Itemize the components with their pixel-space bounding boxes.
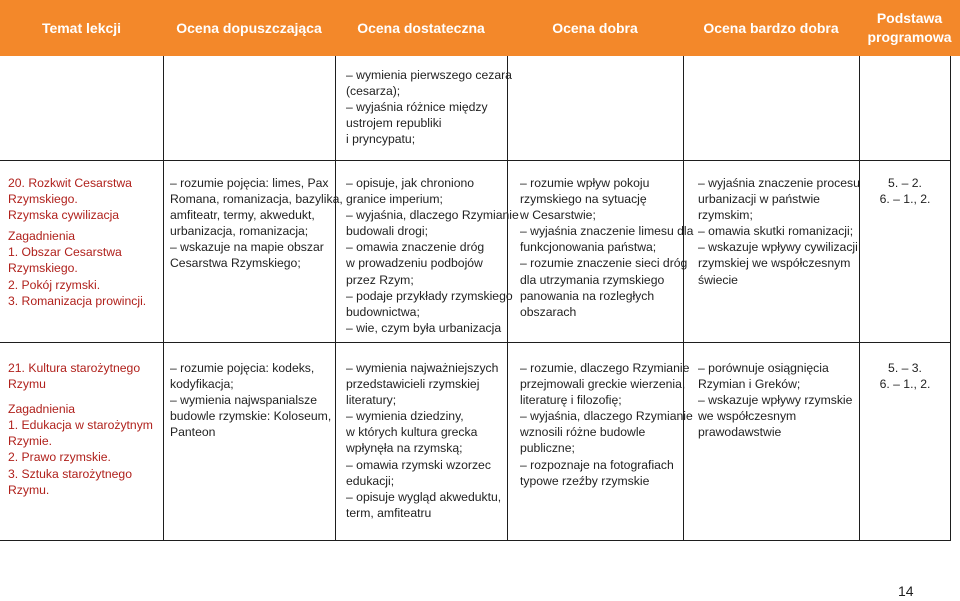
text-line: budownictwa;: [346, 304, 420, 319]
grid-line: [0, 160, 951, 161]
grade-very-good-cell: [698, 360, 852, 440]
text-line: Cesarstwa Rzymskiego;: [170, 256, 301, 271]
text-line: – omawia skutki romanizacji;: [698, 224, 854, 239]
text-line: w prowadzeniu podbojów: [346, 256, 483, 271]
text-line: (cesarza);: [346, 84, 401, 99]
text-line: 5. – 2.: [888, 176, 922, 190]
grade-good-cell: [520, 360, 693, 489]
text-line: wznosili różne budowle: [520, 425, 646, 440]
text-line: – porównuje osiągnięcia: [698, 361, 829, 375]
text-line: granice imperium;: [346, 192, 443, 207]
lesson-title: Rzymu: [8, 377, 46, 392]
text-line: rzymskim;: [698, 208, 753, 223]
lesson-title: 21. Kultura starożytnego: [8, 361, 141, 375]
text-line: Rzymian i Greków;: [698, 377, 801, 392]
text-line: – rozpoznaje na fotografiach: [520, 457, 674, 472]
header-grade-satisfactory: Ocena dostateczna: [357, 19, 485, 36]
text-line: – rozumie pojęcia: limes, Pax: [170, 176, 329, 190]
text-line: 6. – 1., 2.: [879, 377, 931, 392]
text-line: – opisuje wygląd akweduktu,: [346, 489, 502, 504]
continued-content: [346, 67, 512, 147]
text-line: urbanizacja, romanizacja;: [170, 224, 309, 239]
issue-item: 3. Sztuka starożytnego: [8, 466, 132, 481]
issue-item: 2. Pokój rzymski.: [8, 277, 101, 292]
text-line: prawodawstwie: [698, 425, 782, 440]
text-line: – wymienia dziedziny,: [346, 409, 464, 424]
text-line: obszarach: [520, 304, 577, 319]
text-line: – wyjaśnia, dlaczego Rzymianie: [346, 208, 519, 223]
text-line: – wie, czym była urbanizacja: [346, 320, 502, 335]
text-line: – rozumie wpływ pokoju: [520, 176, 650, 190]
grid-line: [859, 56, 860, 541]
header-grade-good: Ocena dobra: [552, 19, 638, 36]
header-grade-sufficient-minimum: Ocena dopuszczająca: [176, 19, 322, 36]
text-line: wpłynęła na rzymską;: [346, 441, 463, 456]
text-line: urbanizacji w państwie: [698, 192, 820, 207]
issue-item: 1. Edukacja w starożytnym: [8, 418, 153, 433]
grid-line: [335, 56, 336, 541]
text-line: – wyjaśnia różnice między: [346, 100, 488, 115]
text-line: funkcjonowania państwa;: [520, 240, 657, 255]
text-line: we współczesnym: [698, 409, 797, 424]
lesson-topic: [8, 175, 146, 309]
header-curriculum: Podstawa programowa: [867, 10, 952, 45]
lesson-title: Rzymskiego.: [8, 192, 78, 207]
text-line: edukacji;: [346, 473, 395, 488]
header-topic: Temat lekcji: [41, 19, 122, 36]
text-line: – wskazuje wpływy rzymskie: [698, 393, 853, 408]
text-line: rzymskiego na sytuację: [520, 192, 647, 207]
text-line: przez Rzym;: [346, 272, 414, 287]
issue-item: 1. Obszar Cesarstwa: [8, 245, 122, 260]
text-line: i pryncypatu;: [346, 132, 416, 147]
issues-heading: Zagadnienia: [8, 229, 76, 244]
text-line: – omawia rzymski wzorzec: [346, 457, 491, 472]
curriculum-cell: [860, 360, 950, 392]
lesson-topic: [8, 360, 153, 498]
text-line: – wyjaśnia, dlaczego Rzymianie: [520, 409, 693, 424]
grid-line: [163, 56, 164, 541]
text-line: przedstawicieli rzymskiej: [346, 377, 480, 392]
grade-sufficient-minimum-cell: [170, 175, 343, 272]
text-line: – podaje przykłady rzymskiego: [346, 288, 513, 303]
grade-satisfactory-cell: [346, 175, 519, 336]
grade-satisfactory-cell: [346, 360, 501, 521]
text-line: przejmowali greckie wierzenia,: [520, 377, 686, 392]
issue-item: 2. Prawo rzymskie.: [8, 450, 111, 465]
text-line: budowali drogi;: [346, 224, 428, 239]
text-line: – wyjaśnia znaczenie procesu: [698, 176, 860, 190]
text-line: budowle rzymskie: Koloseum,: [170, 409, 332, 424]
text-line: – wskazuje wpływy cywilizacji: [698, 240, 858, 255]
header-grade-very-good: Ocena bardzo dobra: [703, 19, 839, 36]
text-line: Panteon: [170, 425, 216, 440]
text-line: Romana, romanizacja, bazylika,: [170, 192, 343, 207]
lesson-title: Rzymska cywilizacja: [8, 208, 120, 223]
text-line: świecie: [698, 272, 738, 287]
text-line: w których kultura grecka: [346, 425, 478, 440]
text-line: literaturę i filozofię;: [520, 393, 622, 408]
page-number: 14: [898, 583, 914, 599]
text-line: 5. – 3.: [888, 361, 922, 375]
text-line: typowe rzeźby rzymskie: [520, 473, 650, 488]
text-line: amfiteatr, termy, akwedukt,: [170, 208, 315, 223]
text-line: – wymienia najważniejszych: [346, 361, 499, 375]
text-line: publiczne;: [520, 441, 575, 456]
lesson-title: 20. Rozkwit Cesarstwa: [8, 176, 132, 190]
grade-sufficient-minimum-cell: [170, 360, 331, 440]
table-header: [0, 0, 960, 56]
issue-item: 3. Romanizacja prowincji.: [8, 293, 147, 308]
text-line: – wymienia pierwszego cezara: [346, 68, 512, 82]
issue-item: Rzymskiego.: [8, 261, 78, 276]
text-line: – omawia znaczenie dróg: [346, 240, 485, 255]
text-line: literatury;: [346, 393, 397, 408]
text-line: – wymienia najwspanialsze: [170, 393, 317, 408]
text-line: – rozumie znaczenie sieci dróg: [520, 256, 688, 271]
issue-item: Rzymu.: [8, 482, 50, 497]
curriculum-cell: [860, 175, 950, 207]
text-line: 6. – 1., 2.: [879, 192, 931, 207]
text-line: panowania na rozległych: [520, 288, 655, 303]
text-line: dla utrzymania rzymskiego: [520, 272, 665, 287]
text-line: kodyfikacja;: [170, 377, 234, 392]
text-line: term, amfiteatru: [346, 505, 432, 520]
issue-item: Rzymie.: [8, 434, 53, 449]
grid-line: [950, 56, 951, 541]
grid-line: [0, 342, 951, 343]
text-line: w Cesarstwie;: [520, 208, 596, 223]
text-line: rzymskiej we współczesnym: [698, 256, 851, 271]
text-line: – wyjaśnia znaczenie limesu dla: [520, 224, 694, 239]
text-line: – rozumie, dlaczego Rzymianie: [520, 361, 690, 375]
grade-very-good-cell: [698, 175, 860, 288]
text-line: – wskazuje na mapie obszar: [170, 240, 324, 255]
text-line: – opisuje, jak chroniono: [346, 176, 475, 190]
text-line: – rozumie pojęcia: kodeks,: [170, 361, 315, 375]
text-line: ustrojem republiki: [346, 116, 442, 131]
grade-good-cell: [520, 175, 693, 320]
grid-line: [0, 540, 951, 541]
issues-heading: Zagadnienia: [8, 402, 76, 417]
